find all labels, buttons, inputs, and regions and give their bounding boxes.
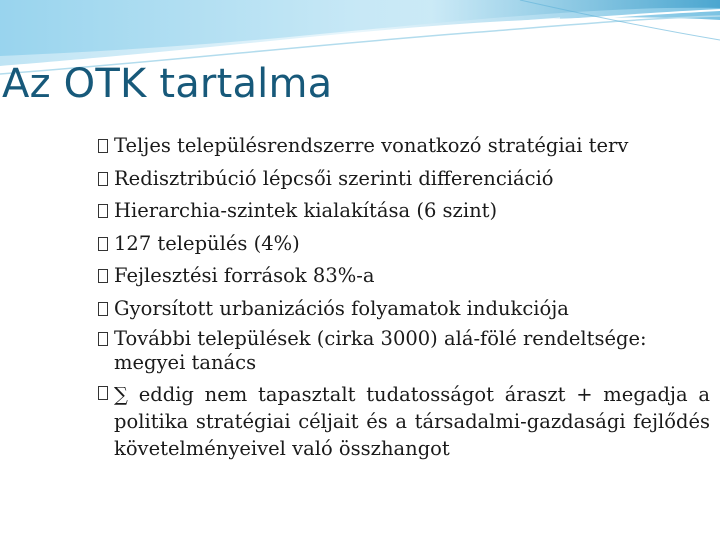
bullet-item [114,260,710,293]
bullet-text: Gyorsított urbanizációs folyamatok indukciója [114,296,569,320]
bullet-item [114,293,710,326]
bullet-text: Hierarchia-szintek kialakítása (6 szint) [114,199,498,222]
bullet-item [114,163,710,196]
bullet-box-icon [98,302,108,316]
bullet-text: ∑ eddig nem tapasztalt tudatosságot áraszt + megadja a politika stratégiai céljait és a társadalmi-gazdasági fejlődés követelményeivel való összhangot [114,383,710,460]
bullet-text: Redisztribúció lépcsői szerinti differenciáció [114,166,554,190]
bullet-text: További települések (cirka 3000) alá-fölé rendeltsége: megyei tanács [114,327,647,374]
bullet-box-icon [98,386,108,400]
bullet-list [114,130,710,462]
bullet-item [114,327,710,375]
bullet-item [114,381,710,462]
slide-title: Az OTK tartalma [2,61,333,107]
bullet-box-icon [98,237,108,251]
bullet-box-icon [98,139,108,153]
bullet-item [114,228,710,261]
bullet-box-icon [98,269,108,283]
bullet-item [114,130,710,163]
bullet-box-icon [98,204,108,218]
bullet-box-icon [98,172,108,186]
bullet-box-icon [98,332,108,346]
bullet-item [114,195,710,228]
bullet-text: Fejlesztési források 83%-a [114,264,375,287]
bullet-text: 127 település (4%) [114,231,300,255]
bullet-text: Teljes településrendszerre vonatkozó stratégiai terv [114,134,629,157]
